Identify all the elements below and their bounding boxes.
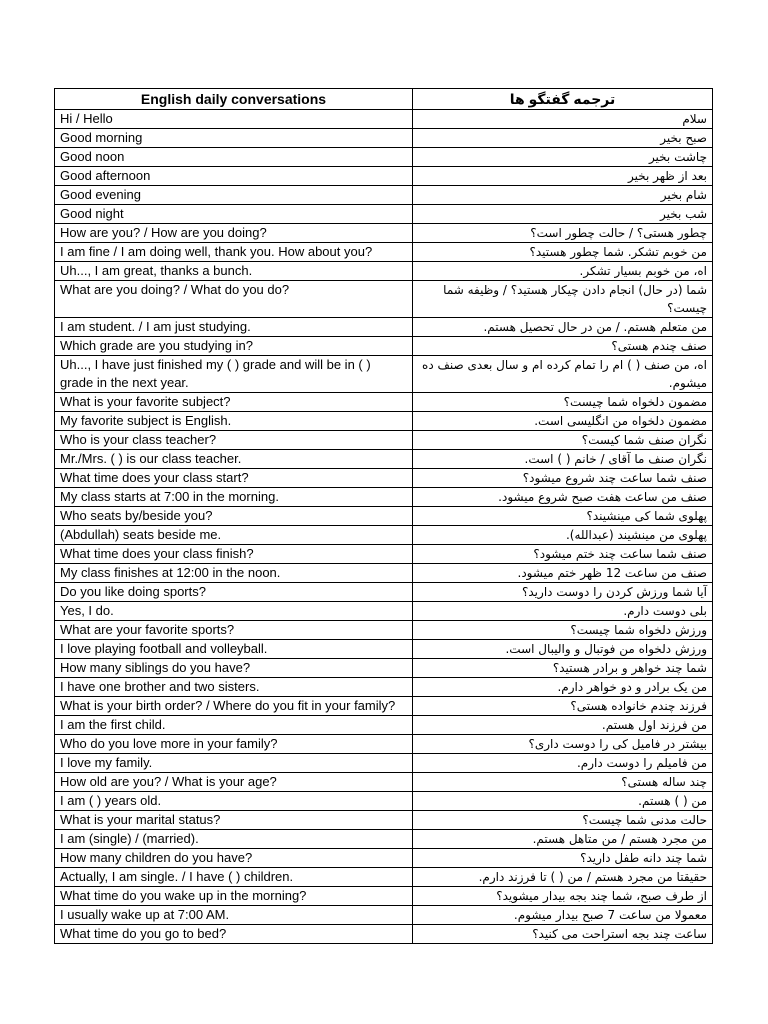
english-phrase-cell: How are you? / How are you doing? — [55, 224, 413, 243]
english-phrase-cell: I have one brother and two sisters. — [55, 678, 413, 697]
english-phrase-cell: How many children do you have? — [55, 849, 413, 868]
table-row — [55, 431, 713, 450]
english-phrase-cell: I am (single) / (married). — [55, 830, 413, 849]
english-phrase-cell: My class starts at 7:00 in the morning. — [55, 488, 413, 507]
table-row — [55, 243, 713, 262]
persian-translation-cell: من ( ) هستم. — [413, 792, 713, 811]
conversation-table — [54, 88, 713, 944]
table-row — [55, 659, 713, 678]
persian-translation-cell: اه، من خوبم بسیار تشکر. — [413, 262, 713, 281]
table-row — [55, 811, 713, 830]
table-row — [55, 735, 713, 754]
table-row — [55, 186, 713, 205]
table-row — [55, 205, 713, 224]
english-phrase-cell: What time do you go to bed? — [55, 925, 413, 944]
persian-translation-cell: چند ساله هستی؟ — [413, 773, 713, 792]
table-row — [55, 640, 713, 659]
english-phrase-cell: I am student. / I am just studying. — [55, 318, 413, 337]
english-phrase-cell: Good night — [55, 205, 413, 224]
table-row — [55, 925, 713, 944]
table-row — [55, 507, 713, 526]
table-row — [55, 148, 713, 167]
persian-translation-cell: از طرف صبح، شما چند بجه بیدار میشوید؟ — [413, 887, 713, 906]
table-header-row — [55, 89, 713, 110]
english-phrase-cell: How old are you? / What is your age? — [55, 773, 413, 792]
persian-translation-cell: من فامیلم را دوست دارم. — [413, 754, 713, 773]
english-phrase-cell: Uh..., I have just finished my ( ) grade and will be in ( ) grade in the next year. — [55, 356, 413, 393]
english-phrase-cell: Mr./Mrs. ( ) is our class teacher. — [55, 450, 413, 469]
english-phrase-cell: My favorite subject is English. — [55, 412, 413, 431]
persian-translation-cell: شما (در حال) انجام دادن چیکار هستید؟ / وظیفه شما چیست؟ — [413, 281, 713, 318]
persian-translation-cell: حالت مدنی شما چیست؟ — [413, 811, 713, 830]
english-phrase-cell: What is your birth order? / Where do you fit in your family? — [55, 697, 413, 716]
english-phrase-cell: (Abdullah) seats beside me. — [55, 526, 413, 545]
persian-column-header: ترجمه گفتگو ها — [413, 89, 713, 110]
table-row — [55, 337, 713, 356]
english-column-header: English daily conversations — [55, 89, 413, 110]
english-phrase-cell: What is your marital status? — [55, 811, 413, 830]
table-row — [55, 678, 713, 697]
table-row — [55, 564, 713, 583]
english-phrase-cell: What are you doing? / What do you do? — [55, 281, 413, 318]
persian-translation-cell: ورزش دلخواه من فوتبال و والیبال است. — [413, 640, 713, 659]
persian-translation-cell: ورزش دلخواه شما چیست؟ — [413, 621, 713, 640]
table-row — [55, 488, 713, 507]
table-row — [55, 868, 713, 887]
english-phrase-cell: Good evening — [55, 186, 413, 205]
persian-translation-cell: شب بخیر — [413, 205, 713, 224]
persian-translation-cell: صنف من ساعت هفت صبح شروع میشود. — [413, 488, 713, 507]
english-phrase-cell: What are your favorite sports? — [55, 621, 413, 640]
persian-translation-cell: صنف چندم هستی؟ — [413, 337, 713, 356]
persian-translation-cell: پهلوی شما کی مینشیند؟ — [413, 507, 713, 526]
persian-translation-cell: من متعلم هستم. / من در حال تحصیل هستم. — [413, 318, 713, 337]
persian-translation-cell: مضمون دلخواه من انگلیسی است. — [413, 412, 713, 431]
english-phrase-cell: How many siblings do you have? — [55, 659, 413, 678]
table-row — [55, 697, 713, 716]
table-row — [55, 469, 713, 488]
english-phrase-cell: Who do you love more in your family? — [55, 735, 413, 754]
table-body — [55, 110, 713, 944]
english-phrase-cell: What time does your class finish? — [55, 545, 413, 564]
table-row — [55, 830, 713, 849]
english-phrase-cell: Which grade are you studying in? — [55, 337, 413, 356]
english-phrase-cell: Who is your class teacher? — [55, 431, 413, 450]
persian-translation-cell: مضمون دلخواه شما چیست؟ — [413, 393, 713, 412]
persian-translation-cell: سلام — [413, 110, 713, 129]
table-row — [55, 621, 713, 640]
persian-translation-cell: حقیقتا من مجرد هستم / من ( ) تا فرزند دارم. — [413, 868, 713, 887]
table-row — [55, 716, 713, 735]
table-row — [55, 167, 713, 186]
english-phrase-cell: I usually wake up at 7:00 AM. — [55, 906, 413, 925]
table-row — [55, 849, 713, 868]
english-phrase-cell: I love my family. — [55, 754, 413, 773]
table-row — [55, 773, 713, 792]
persian-translation-cell: شما چند دانه طفل دارید؟ — [413, 849, 713, 868]
english-phrase-cell: I am ( ) years old. — [55, 792, 413, 811]
persian-translation-cell: نگران صنف شما کیست؟ — [413, 431, 713, 450]
english-phrase-cell: Hi / Hello — [55, 110, 413, 129]
table-row — [55, 754, 713, 773]
english-phrase-cell: Good morning — [55, 129, 413, 148]
persian-translation-cell: چاشت بخیر — [413, 148, 713, 167]
table-row — [55, 526, 713, 545]
table-row — [55, 545, 713, 564]
persian-translation-cell: بعد از ظهر بخیر — [413, 167, 713, 186]
persian-translation-cell: صنف من ساعت 12 ظهر ختم میشود. — [413, 564, 713, 583]
table-row — [55, 602, 713, 621]
persian-translation-cell: ساعت چند بجه استراحت می کنید؟ — [413, 925, 713, 944]
persian-translation-cell: شما چند خواهر و برادر هستید؟ — [413, 659, 713, 678]
persian-translation-cell: من مجرد هستم / من متاهل هستم. — [413, 830, 713, 849]
english-phrase-cell: Actually, I am single. / I have ( ) children. — [55, 868, 413, 887]
table-row — [55, 318, 713, 337]
table-row — [55, 281, 713, 318]
persian-translation-cell: فرزند چندم خانواده هستی؟ — [413, 697, 713, 716]
persian-translation-cell: صنف شما ساعت چند شروع میشود؟ — [413, 469, 713, 488]
persian-translation-cell: اه، من صنف ( ) ام را تمام کرده ام و سال بعدی صنف ده میشوم. — [413, 356, 713, 393]
table-row — [55, 356, 713, 393]
english-phrase-cell: I love playing football and volleyball. — [55, 640, 413, 659]
table-row — [55, 129, 713, 148]
english-phrase-cell: Do you like doing sports? — [55, 583, 413, 602]
table-row — [55, 906, 713, 925]
persian-translation-cell: آیا شما ورزش کردن را دوست دارید؟ — [413, 583, 713, 602]
english-phrase-cell: Uh..., I am great, thanks a bunch. — [55, 262, 413, 281]
table-row — [55, 262, 713, 281]
table-row — [55, 450, 713, 469]
persian-translation-cell: من یک برادر و دو خواهر دارم. — [413, 678, 713, 697]
persian-translation-cell: بیشتر در فامیل کی را دوست داری؟ — [413, 735, 713, 754]
table-row — [55, 224, 713, 243]
english-phrase-cell: I am fine / I am doing well, thank you. How about you? — [55, 243, 413, 262]
persian-translation-cell: من فرزند اول هستم. — [413, 716, 713, 735]
persian-translation-cell: صنف شما ساعت چند ختم میشود؟ — [413, 545, 713, 564]
persian-translation-cell: معمولا من ساعت 7 صبح بیدار میشوم. — [413, 906, 713, 925]
table-row — [55, 887, 713, 906]
english-phrase-cell: My class finishes at 12:00 in the noon. — [55, 564, 413, 583]
persian-translation-cell: چطور هستی؟ / حالت چطور است؟ — [413, 224, 713, 243]
persian-translation-cell: نگران صنف ما آقای / خانم ( ) است. — [413, 450, 713, 469]
persian-translation-cell: من خوبم تشکر. شما چطور هستید؟ — [413, 243, 713, 262]
english-phrase-cell: What is your favorite subject? — [55, 393, 413, 412]
english-phrase-cell: Yes, I do. — [55, 602, 413, 621]
english-phrase-cell: I am the first child. — [55, 716, 413, 735]
table-row — [55, 110, 713, 129]
table-row — [55, 393, 713, 412]
english-phrase-cell: What time do you wake up in the morning? — [55, 887, 413, 906]
table-row — [55, 792, 713, 811]
persian-translation-cell: بلی دوست دارم. — [413, 602, 713, 621]
persian-translation-cell: شام بخیر — [413, 186, 713, 205]
english-phrase-cell: Who seats by/beside you? — [55, 507, 413, 526]
english-phrase-cell: What time does your class start? — [55, 469, 413, 488]
persian-translation-cell: صبح بخیر — [413, 129, 713, 148]
persian-translation-cell: پهلوی من مینشیند (عبدالله). — [413, 526, 713, 545]
table-row — [55, 583, 713, 602]
english-phrase-cell: Good noon — [55, 148, 413, 167]
table-row — [55, 412, 713, 431]
english-phrase-cell: Good afternoon — [55, 167, 413, 186]
